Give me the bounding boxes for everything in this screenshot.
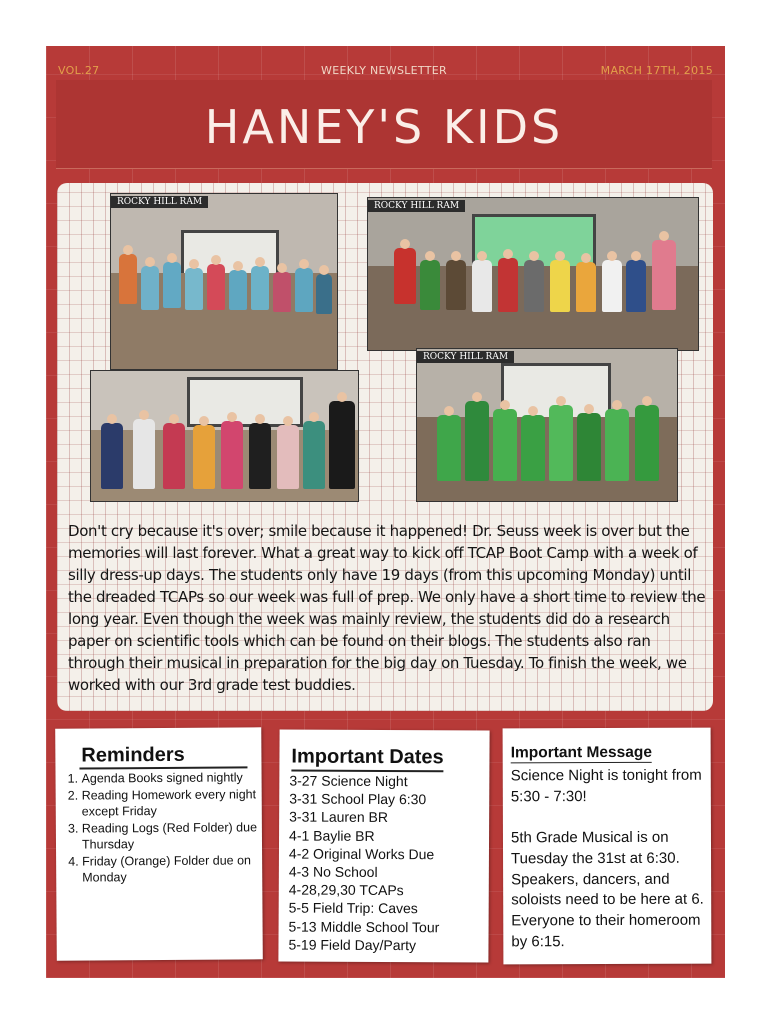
important-dates-card xyxy=(278,729,489,962)
class-photo-1 xyxy=(110,193,338,370)
volume-label: VOL.27 xyxy=(58,64,100,77)
important-message-card xyxy=(503,728,712,965)
list-item: 1. Agenda Books signed nightly xyxy=(81,769,257,787)
list-item: 4-28,29,30 TCAPs xyxy=(288,881,404,899)
reminders-heading: Reminders xyxy=(79,743,247,769)
story-paragraph: Don't cry because it's over; smile because it happened! Dr. Seuss week is over but the memories will last forever. What a great way to kick off TCAP Boot Camp with a week of silly dress-up days. The students only have 19 days (from this upcoming Monday) until the dreaded TCAPs so our week was full of prep. We only have a short time to review the long year. Even though the week was mainly review, the students did do a research paper on scientific tools which can be found on their blogs. The students also ran through their musical in preparation for the big day on Tuesday. To finish the week, we worked with our 3rd grade test buddies. xyxy=(68,522,706,694)
dates-heading: Important Dates xyxy=(291,746,443,773)
list-item: 3. Reading Logs (Red Folder) due Thursday xyxy=(82,819,258,853)
list-item: 3-31 Lauren BR xyxy=(289,808,389,826)
photo-banner: ROCKY HILL RAM xyxy=(417,351,514,363)
list-item: 3-27 Science Night xyxy=(289,772,408,790)
list-item: 4-3 No School xyxy=(288,863,378,880)
newsletter-label: WEEKLY NEWSLETTER xyxy=(321,64,447,77)
message-line-2: 5th Grade Musical is on Tuesday the 31st at 6:30. Speakers, dancers, and soloists need to be here at 6. Everyone to their homeroom by 6:15. xyxy=(510,828,704,951)
list-item: 3-31 School Play 6:30 xyxy=(289,790,427,808)
class-photo-4 xyxy=(416,348,678,502)
message-heading: Important Message xyxy=(510,743,652,762)
reminders-card xyxy=(55,727,263,960)
dates-list xyxy=(288,772,440,955)
list-item: 5-13 Middle School Tour xyxy=(288,918,440,935)
newsletter-title: HANEY'S KIDS xyxy=(204,100,564,154)
class-photo-3 xyxy=(90,370,359,502)
list-item: 4-2 Original Works Due xyxy=(288,845,435,863)
class-photo-2 xyxy=(367,197,699,351)
photo-banner: ROCKY HILL RAM xyxy=(368,200,465,212)
list-item: 2. Reading Homework every night except Friday xyxy=(82,786,258,820)
issue-date: MARCH 17TH, 2015 xyxy=(600,64,713,77)
list-item: 4. Friday (Orange) Folder due on Monday xyxy=(82,852,258,886)
photo-banner: ROCKY HILL RAM xyxy=(111,196,208,208)
list-item: 5-5 Field Trip: Caves xyxy=(288,899,418,917)
list-item: 5-19 Field Day/Party xyxy=(288,936,417,953)
message-line-1: Science Night is tonight from 5:30 - 7:30! xyxy=(510,766,702,806)
list-item: 4-1 Baylie BR xyxy=(289,827,375,844)
reminders-list xyxy=(59,769,258,886)
